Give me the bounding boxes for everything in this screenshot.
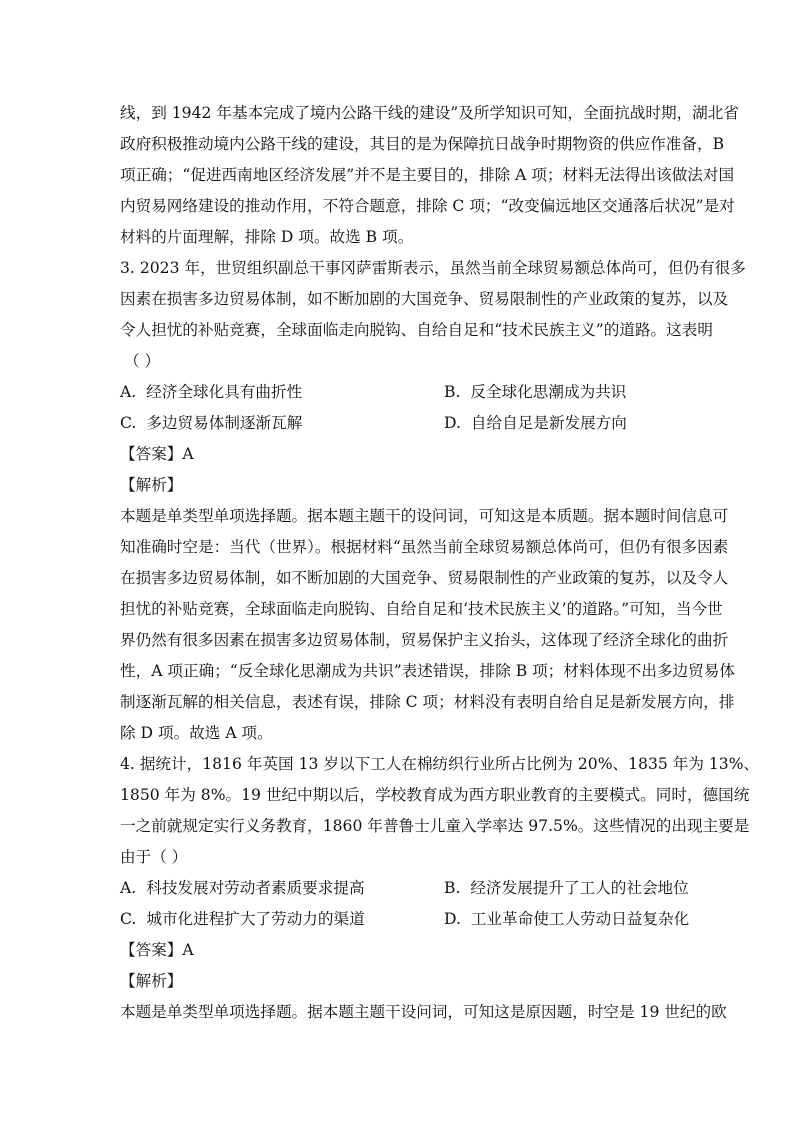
option-letter: B. — [444, 383, 461, 401]
options-row — [120, 377, 676, 408]
analysis-line: 本题是单类型单项选择题。据本题主题干的设问词，可知这是本质题。据本题时间信息可 — [120, 507, 729, 525]
option-letter: C. — [120, 910, 137, 928]
text-line: 线，到 1942 年基本完成了境内公路干线的建设”及所学知识可知，全面抗战时期，湖北省 — [120, 104, 739, 122]
question-stem-line: 由于（ ） — [120, 848, 188, 866]
answer-label: 【答案】A — [120, 941, 194, 959]
options-row — [120, 873, 689, 904]
option-a — [120, 377, 302, 408]
question-stem-line: 1850 年为 8%。19 世纪中期以后，学校教育成为西方职业教育的主要模式。同时，德国统 — [120, 786, 750, 804]
question-3 — [120, 253, 746, 749]
text-line: 内贸易网络建设的推动作用，不符合题意，排除 C 项；“改变偏远地区交通落后状况”是对 — [120, 197, 735, 215]
option-text: 城市化进程扩大了劳动力的渠道 — [146, 910, 365, 928]
analysis-line: 界仍然有很多因素在损害多边贸易体制，贸易保护主义抬头，这体现了经济全球化的曲折 — [120, 631, 729, 649]
option-letter: B. — [444, 879, 461, 897]
analysis-line: 在损害多边贸易体制，如不断加剧的大国竞争、贸易限制性的产业政策的复苏，以及令人 — [120, 569, 729, 587]
previous-analysis — [120, 98, 739, 253]
question-stem-line: 3. 2023 年，世贸组织副总干事冈萨雷斯表示，虽然当前全球贸易额总体尚可，但仍有很多 — [120, 259, 746, 277]
option-text: 经济全球化具有曲折性 — [146, 383, 303, 401]
analysis-label: 【解析】 — [120, 476, 183, 494]
option-text: 工业革命使工人劳动日益复杂化 — [470, 910, 690, 928]
option-text: 自给自足是新发展方向 — [470, 414, 627, 432]
document-page — [120, 98, 760, 1028]
options-row — [120, 904, 690, 935]
question-stem-line: 一之前就规定实行义务教育，1860 年普鲁士儿童入学率达 97.5%。这些情况的出现主要是 — [120, 817, 750, 835]
option-d — [444, 408, 627, 439]
text-line: 材料的片面理解，排除 D 项。故选 B 项。 — [120, 228, 414, 246]
option-c — [120, 904, 365, 935]
options-row — [120, 408, 676, 439]
option-text: 多边贸易体制逐渐瓦解 — [146, 414, 303, 432]
analysis-line: 除 D 项。故选 A 项。 — [120, 724, 273, 742]
option-b — [444, 873, 689, 904]
option-text: 反全球化思潮成为共识 — [470, 383, 627, 401]
option-c — [120, 408, 302, 439]
text-line: 政府积极推动境内公路干线的建设，其目的是为保障抗日战争时期物资的供应作准备，B — [120, 135, 725, 153]
question-stem-line: 令人担忧的补贴竞赛，全球面临走向脱钩、自给自足和“技术民族主义”的道路。这表明 — [120, 321, 713, 339]
analysis-line: 制逐渐瓦解的相关信息，表述有误，排除 C 项；材料没有表明自给自足是新发展方向，排 — [120, 693, 735, 711]
option-letter: C. — [120, 414, 137, 432]
analysis-line: 本题是单类型单项选择题。据本题主题干设问词，可知这是原因题，时空是 19 世纪的欧 — [120, 1003, 727, 1021]
question-stem-line: 因素在损害多边贸易体制，如不断加剧的大国竞争、贸易限制性的产业政策的复苏，以及 — [120, 290, 729, 308]
option-text: 经济发展提升了工人的社会地位 — [470, 879, 689, 897]
analysis-label: 【解析】 — [120, 972, 183, 990]
analysis-line: 知准确时空是：当代（世界）。根据材料“虽然当前全球贸易额总体尚可，但仍有很多因素 — [120, 538, 729, 556]
option-letter: D. — [444, 414, 461, 432]
analysis-line: 担忧的补贴竞赛，全球面临走向脱钩、自给自足和‘技术民族主义’的道路。”可知，当今世 — [120, 600, 723, 618]
option-d — [444, 904, 689, 935]
option-letter: A. — [120, 879, 137, 897]
answer-label: 【答案】A — [120, 445, 194, 463]
option-text: 科技发展对劳动者素质要求提高 — [146, 879, 365, 897]
option-letter: D. — [444, 910, 461, 928]
option-b — [444, 377, 626, 408]
text-line: 项正确；“促进西南地区经济发展”并不是主要目的，排除 A 项；材料无法得出该做法对国 — [120, 166, 735, 184]
question-stem-line: 4. 据统计，1816 年英国 13 岁以下工人在棉纺织行业所占比例为 20%、1835 年为 13%、 — [120, 755, 760, 773]
option-a — [120, 873, 365, 904]
analysis-line: 性，A 项正确；“反全球化思潮成为共识”表述错误，排除 B 项；材料体现不出多边贸易体 — [120, 662, 735, 680]
question-4 — [120, 749, 760, 1028]
option-letter: A. — [120, 383, 137, 401]
answer-blank: （ ） — [124, 352, 161, 370]
